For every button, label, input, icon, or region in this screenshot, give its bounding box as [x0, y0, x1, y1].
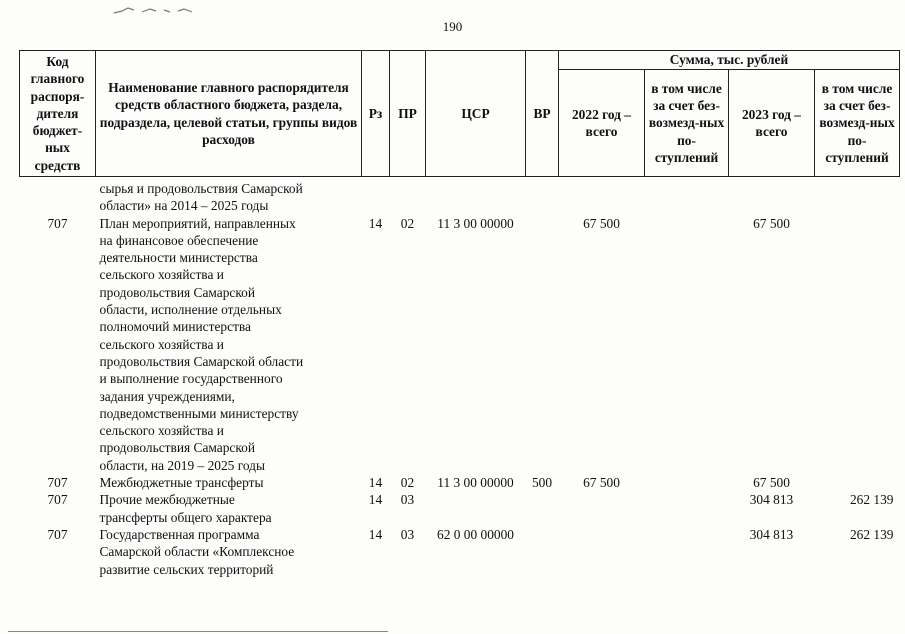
- table-header: [20, 51, 900, 177]
- cell-2022-total: 67 500: [583, 475, 620, 491]
- cell-2023-incl: 262 139: [849, 492, 894, 508]
- cell-2022-total: 67 500: [583, 215, 620, 231]
- cell-vr: [526, 215, 559, 474]
- header-csr: ЦСР: [426, 51, 526, 177]
- bottom-scan-line: [8, 631, 388, 632]
- cell-2023-total: 67 500: [753, 215, 790, 231]
- table-row: [20, 526, 900, 578]
- cell-2023-incl: [815, 215, 900, 474]
- cell-code: 707: [47, 526, 68, 542]
- cell-2023-incl: [815, 177, 900, 215]
- table-row: [20, 474, 900, 491]
- header-2023-total: 2023 год – всего: [729, 70, 815, 177]
- cell-csr: 11 3 00 00000: [437, 215, 514, 231]
- cell-name: Государственная программа Самарской области «Комплексное развитие сельских территорий: [99, 526, 295, 577]
- cell-rz: [362, 177, 390, 215]
- cell-pr: 02: [400, 215, 415, 231]
- cell-code: 707: [47, 492, 68, 508]
- cell-rz: 14: [368, 526, 383, 542]
- cell-name: План мероприятий, направленных на финансовое обеспечение деятельности министерства сельского хозяйства и продовольствия Самарской области, исполнение отдельных полномочий министерства сельского хозяйства и продовольствия Самарской области и выполнение государственного задания учреждениями, подведомственными министерству сельского хозяйства и продовольствия Самарской области, на 2019 – 2025 годы: [99, 215, 304, 473]
- cell-vr: 500: [531, 475, 553, 491]
- cell-2023-incl: [815, 474, 900, 491]
- budget-table: [19, 50, 900, 578]
- header-pr: ПР: [390, 51, 426, 177]
- header-2022-total: 2022 год – всего: [559, 70, 645, 177]
- cell-csr: [426, 491, 526, 526]
- cell-name: Межбюджетные трансферты: [99, 475, 264, 491]
- cell-name: Прочие межбюджетные трансферты общего характера: [99, 492, 272, 525]
- cell-2022-incl: [645, 526, 729, 578]
- cell-pr: 03: [400, 492, 415, 508]
- table-row: [20, 491, 900, 526]
- cell-vr: [526, 526, 559, 578]
- cell-pr: 02: [400, 475, 415, 491]
- cell-2023-total: 304 813: [749, 492, 794, 508]
- header-sum-group: Сумма, тыс. рублей: [559, 51, 900, 70]
- cell-code: 707: [47, 475, 68, 491]
- cell-2022-total: [559, 491, 645, 526]
- cell-2022-incl: [645, 215, 729, 474]
- cell-2022-incl: [645, 177, 729, 215]
- cell-code: [20, 177, 96, 215]
- cell-vr: [526, 177, 559, 215]
- cell-rz: 14: [368, 215, 383, 231]
- cell-pr: [390, 177, 426, 215]
- cell-2023-incl: 262 139: [849, 526, 894, 542]
- cell-name: сырья и продовольствия Самарской области» на 2014 – 2025 годы: [99, 181, 303, 214]
- table-body: [20, 177, 900, 578]
- cell-2022-total: [559, 177, 645, 215]
- cell-csr: 11 3 00 00000: [437, 475, 514, 491]
- cell-pr: 03: [400, 526, 415, 542]
- cell-csr: [426, 177, 526, 215]
- cell-2023-total: 304 813: [749, 526, 794, 542]
- cell-2023-total: [729, 177, 815, 215]
- cell-rz: 14: [368, 475, 383, 491]
- cell-code: 707: [47, 215, 68, 231]
- table-row: [20, 215, 900, 474]
- cell-2022-total: [559, 526, 645, 578]
- header-code: Код главного распоря-дителя бюджет-ных средств: [20, 51, 96, 177]
- page-number: 190: [442, 19, 463, 34]
- cell-2023-total: 67 500: [753, 475, 790, 491]
- cell-vr: [526, 491, 559, 526]
- header-vr: ВР: [526, 51, 559, 177]
- header-2023-incl: в том числе за счет без-возмезд-ных по-ступлений: [815, 70, 900, 177]
- cell-2022-incl: [645, 474, 729, 491]
- cell-csr: 62 0 00 00000: [437, 526, 514, 542]
- scan-artifact-mark: [112, 4, 202, 16]
- cell-2022-incl: [645, 491, 729, 526]
- header-name: Наименование главного распорядителя средств областного бюджета, раздела, подраздела, целевой статьи, группы видов расходов: [96, 51, 362, 177]
- header-rz: Рз: [362, 51, 390, 177]
- table-row: [20, 177, 900, 215]
- header-2022-incl: в том числе за счет без-возмезд-ных по-ступлений: [645, 70, 729, 177]
- cell-rz: 14: [368, 492, 383, 508]
